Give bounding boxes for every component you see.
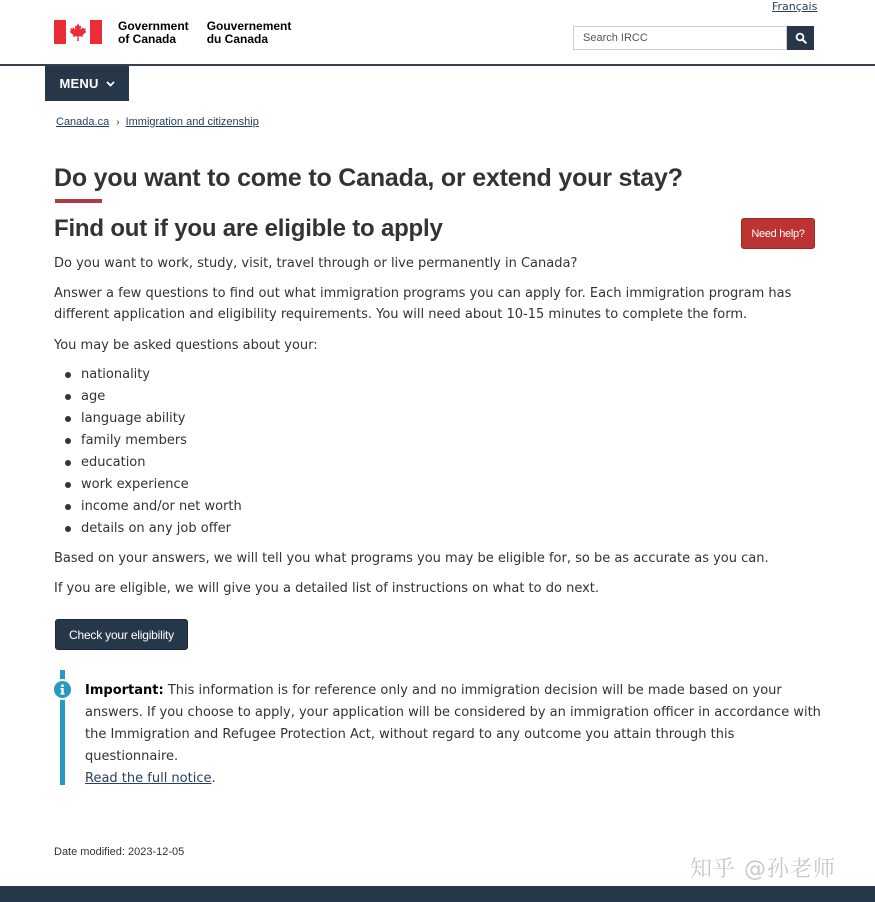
breadcrumb-link-canada[interactable]: Canada.ca (56, 116, 110, 128)
need-help-button[interactable]: Need help? (741, 218, 815, 249)
gov-fr-line1: Gouvernement (206, 19, 292, 33)
menu-label: MENU (59, 76, 99, 91)
topics-list (62, 364, 242, 540)
language-toggle-link[interactable]: Français (772, 0, 818, 13)
check-eligibility-button[interactable]: Check your eligibility (55, 619, 188, 650)
page-title: Do you want to come to Canada, or extend your stay? (54, 164, 683, 192)
list-item: language ability (62, 408, 242, 430)
list-item: age (62, 386, 242, 408)
search-button[interactable] (787, 26, 814, 50)
canada-flag-icon (54, 20, 102, 44)
government-logo[interactable] (54, 20, 291, 46)
alert-body: This information is for reference only and no immigration decision will be made based on your answers. If you choose to apply, your application will be considered by an immigration officer in accordance with the Immigration and Refugee Protection Act, without regard to any outcome you attain through this questionnaire. (85, 683, 821, 764)
alert-label: Important: (85, 683, 164, 698)
description-text: Answer a few questions to find out what immigration programs you can apply for. Each immigration program has different application and eligibility requirements. You will need about 10-15 minutes to complete the form. (54, 286, 792, 322)
watermark: 知乎 @孙老师 (690, 857, 836, 882)
header-divider (0, 64, 875, 66)
list-item: work experience (62, 474, 242, 496)
answers-note: Based on your answers, we will tell you what programs you may be eligible for, so be as accurate as you can. (54, 551, 769, 566)
breadcrumb (56, 116, 259, 128)
search-icon (795, 32, 807, 44)
info-icon (52, 679, 73, 700)
list-item: nationality (62, 364, 242, 386)
title-underline (55, 199, 102, 203)
info-alert (85, 680, 825, 790)
search-input[interactable] (573, 26, 787, 50)
eligible-note: If you are eligible, we will give you a detailed list of instructions on what to do next. (54, 581, 600, 596)
read-full-notice-link[interactable]: Read the full notice (85, 771, 212, 786)
chevron-right-icon: › (116, 116, 120, 128)
info-glyph-icon (54, 681, 71, 698)
questions-intro-text: You may be asked questions about your: (54, 338, 318, 353)
alert-trailing: . (211, 771, 216, 786)
section-title: Find out if you are eligible to apply (54, 215, 443, 242)
gov-fr-line2: du Canada (206, 32, 269, 46)
list-item: education (62, 452, 242, 474)
list-item: details on any job offer (62, 518, 242, 540)
government-name-en (118, 20, 189, 46)
list-item: family members (62, 430, 242, 452)
breadcrumb-link-immigration[interactable]: Immigration and citizenship (125, 116, 259, 128)
gov-en-line1: Government (118, 19, 189, 33)
intro-text: Do you want to work, study, visit, travel through or live permanently in Canada? (54, 256, 578, 271)
search-form (573, 26, 814, 50)
menu-button[interactable] (45, 66, 129, 101)
list-item: income and/or net worth (62, 496, 242, 518)
footer-bar (0, 886, 875, 902)
chevron-down-icon (106, 81, 115, 87)
date-modified: Date modified: 2023-12-05 (54, 846, 185, 858)
government-name-fr (207, 20, 292, 46)
gov-en-line2: of Canada (118, 32, 177, 46)
